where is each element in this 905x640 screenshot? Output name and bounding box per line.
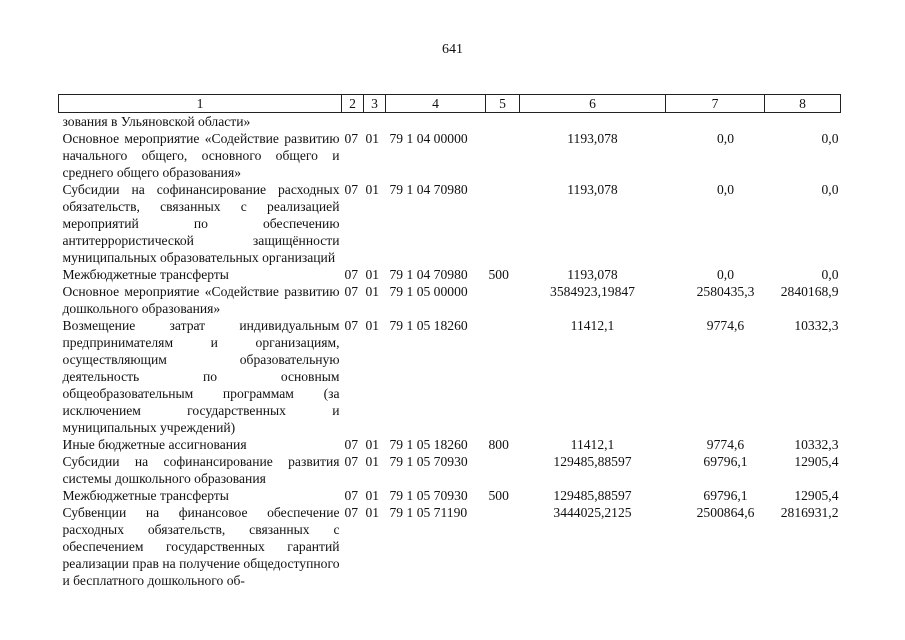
expense-type-cell: [486, 504, 520, 589]
amount-year-3-cell: 2816931,2: [780, 505, 839, 520]
amount-year-3-cell: 10332,3: [794, 318, 839, 333]
amount-value: 0,0: [717, 182, 734, 197]
amount-value: 69796,1: [703, 454, 748, 469]
section-code-cell: 07: [344, 488, 359, 503]
column-header: 1: [59, 95, 342, 113]
amount-year-1-cell: 1193,078: [567, 131, 618, 146]
amount-year-1-cell: 129485,88597: [553, 454, 632, 469]
section-code-cell: 07: [344, 454, 359, 469]
target-article-cell: 79 1 05 00000: [389, 284, 468, 299]
amount-year-2-cell: [666, 487, 765, 504]
expense-type-cell: [486, 317, 520, 436]
amount-year-2-cell: [666, 317, 765, 436]
amount-year-2-cell: [666, 130, 765, 181]
subsection-code-cell: 01: [365, 318, 380, 333]
expense-type-cell: [486, 113, 520, 131]
expense-type-cell: [486, 130, 520, 181]
amount-year-1-cell: 11412,1: [570, 318, 615, 333]
subsection-code-cell: 01: [365, 488, 380, 503]
section-code-cell: 07: [344, 437, 359, 452]
section-code-cell: 07: [344, 182, 359, 197]
column-header: 3: [364, 95, 386, 113]
item-name-cell: Возмещение затрат индивидуальным предпринимателям и организациям, осуществляющим образовательную деятельность по основным общеобразовательным программам (за исключением государственных и муниципальных учреждений): [62, 318, 340, 435]
column-header: 4: [386, 95, 486, 113]
expense-type-cell: 500: [488, 267, 509, 282]
page-number: 641: [442, 42, 463, 57]
subsection-code-cell: 01: [365, 284, 380, 299]
amount-year-1-cell: 11412,1: [570, 437, 615, 452]
section-code-cell: 07: [344, 318, 359, 333]
amount-year-1-cell: 3584923,19847: [550, 284, 635, 299]
amount-value: 0,0: [717, 267, 734, 282]
table-body: [59, 113, 841, 590]
amount-year-1-cell: [520, 113, 666, 131]
expense-type-cell: [486, 453, 520, 487]
item-name-cell: Основное мероприятие «Содействие развитию начального общего, основного общего и среднего общего образования»: [62, 131, 340, 180]
subsection-code-cell: [364, 113, 386, 131]
section-code-cell: 07: [344, 131, 359, 146]
amount-year-2-cell: [666, 181, 765, 266]
table-row: [59, 283, 841, 317]
table-row: [59, 181, 841, 266]
amount-value: 69796,1: [703, 488, 748, 503]
column-header: 8: [765, 95, 841, 113]
amount-year-3-cell: [765, 113, 841, 131]
table-row: [59, 113, 841, 131]
amount-year-3-cell: 12905,4: [794, 454, 839, 469]
subsection-code-cell: 01: [365, 437, 380, 452]
column-header: 6: [520, 95, 666, 113]
item-name-cell: Иные бюджетные ассигнования: [62, 437, 247, 452]
column-header: 5: [486, 95, 520, 113]
table-row: [59, 436, 841, 453]
amount-year-3-cell: 10332,3: [794, 437, 839, 452]
amount-year-3-cell: 0,0: [821, 267, 839, 282]
target-article-cell: 79 1 05 71190: [389, 505, 468, 520]
subsection-code-cell: 01: [365, 182, 380, 197]
item-name-cell: зования в Ульяновской области»: [62, 114, 251, 129]
amount-year-2-cell: [666, 436, 765, 453]
amount-value: 0,0: [717, 131, 734, 146]
target-article-cell: 79 1 04 00000: [389, 131, 468, 146]
amount-year-3-cell: 2840168,9: [780, 284, 839, 299]
target-article-cell: [386, 113, 486, 131]
column-header: 7: [666, 95, 765, 113]
amount-year-3-cell: 0,0: [821, 131, 839, 146]
section-code-cell: 07: [344, 267, 359, 282]
subsection-code-cell: 01: [365, 505, 380, 520]
amount-year-1-cell: 129485,88597: [553, 488, 632, 503]
expense-type-cell: 500: [488, 488, 509, 503]
table-row: [59, 130, 841, 181]
amount-value: 2580435,3: [696, 284, 755, 299]
amount-year-2-cell: [666, 113, 765, 131]
target-article-cell: 79 1 04 70980: [389, 267, 468, 282]
amount-year-2-cell: [666, 453, 765, 487]
item-name-cell: Межбюджетные трансферты: [62, 267, 229, 282]
amount-value: 2500864,6: [696, 505, 755, 520]
budget-table: [58, 94, 841, 589]
item-name-cell: Субвенции на финансовое обеспечение расходных обязательств, связанных с обеспечением государственных гарантий реализации прав на получение общедоступного и бесплатного дошкольного об-: [62, 505, 340, 588]
table-row: [59, 266, 841, 283]
table-row: [59, 504, 841, 589]
expense-type-cell: [486, 181, 520, 266]
section-code-cell: 07: [344, 505, 359, 520]
section-code-cell: 07: [344, 284, 359, 299]
amount-value: 9774,6: [706, 318, 745, 333]
expense-type-cell: [486, 283, 520, 317]
item-name-cell: Субсидии на софинансирование расходных обязательств, связанных с реализацией мероприятий по обеспечению антитеррористической защищённости муниципальных образовательных организаций: [62, 182, 340, 265]
target-article-cell: 79 1 04 70980: [389, 182, 468, 197]
amount-year-1-cell: 1193,078: [567, 182, 618, 197]
subsection-code-cell: 01: [365, 267, 380, 282]
target-article-cell: 79 1 05 18260: [389, 437, 468, 452]
amount-year-2-cell: [666, 504, 765, 589]
subsection-code-cell: 01: [365, 454, 380, 469]
table-row: [59, 317, 841, 436]
section-code-cell: [342, 113, 364, 131]
subsection-code-cell: 01: [365, 131, 380, 146]
item-name-cell: Субсидии на софинансирование развития системы дошкольного образования: [62, 454, 340, 486]
target-article-cell: 79 1 05 18260: [389, 318, 468, 333]
column-header: 2: [342, 95, 364, 113]
table-header-row: [59, 95, 841, 113]
table-row: [59, 487, 841, 504]
amount-year-2-cell: [666, 283, 765, 317]
target-article-cell: 79 1 05 70930: [389, 488, 468, 503]
amount-year-3-cell: 0,0: [821, 182, 839, 197]
amount-year-1-cell: 1193,078: [567, 267, 618, 282]
item-name-cell: Межбюджетные трансферты: [62, 488, 229, 503]
item-name-cell: Основное мероприятие «Содействие развитию дошкольного образования»: [62, 284, 340, 316]
amount-year-3-cell: 12905,4: [794, 488, 839, 503]
target-article-cell: 79 1 05 70930: [389, 454, 468, 469]
amount-year-2-cell: [666, 266, 765, 283]
amount-value: 9774,6: [706, 437, 745, 452]
table-row: [59, 453, 841, 487]
expense-type-cell: 800: [488, 437, 509, 452]
amount-year-1-cell: 3444025,2125: [553, 505, 632, 520]
